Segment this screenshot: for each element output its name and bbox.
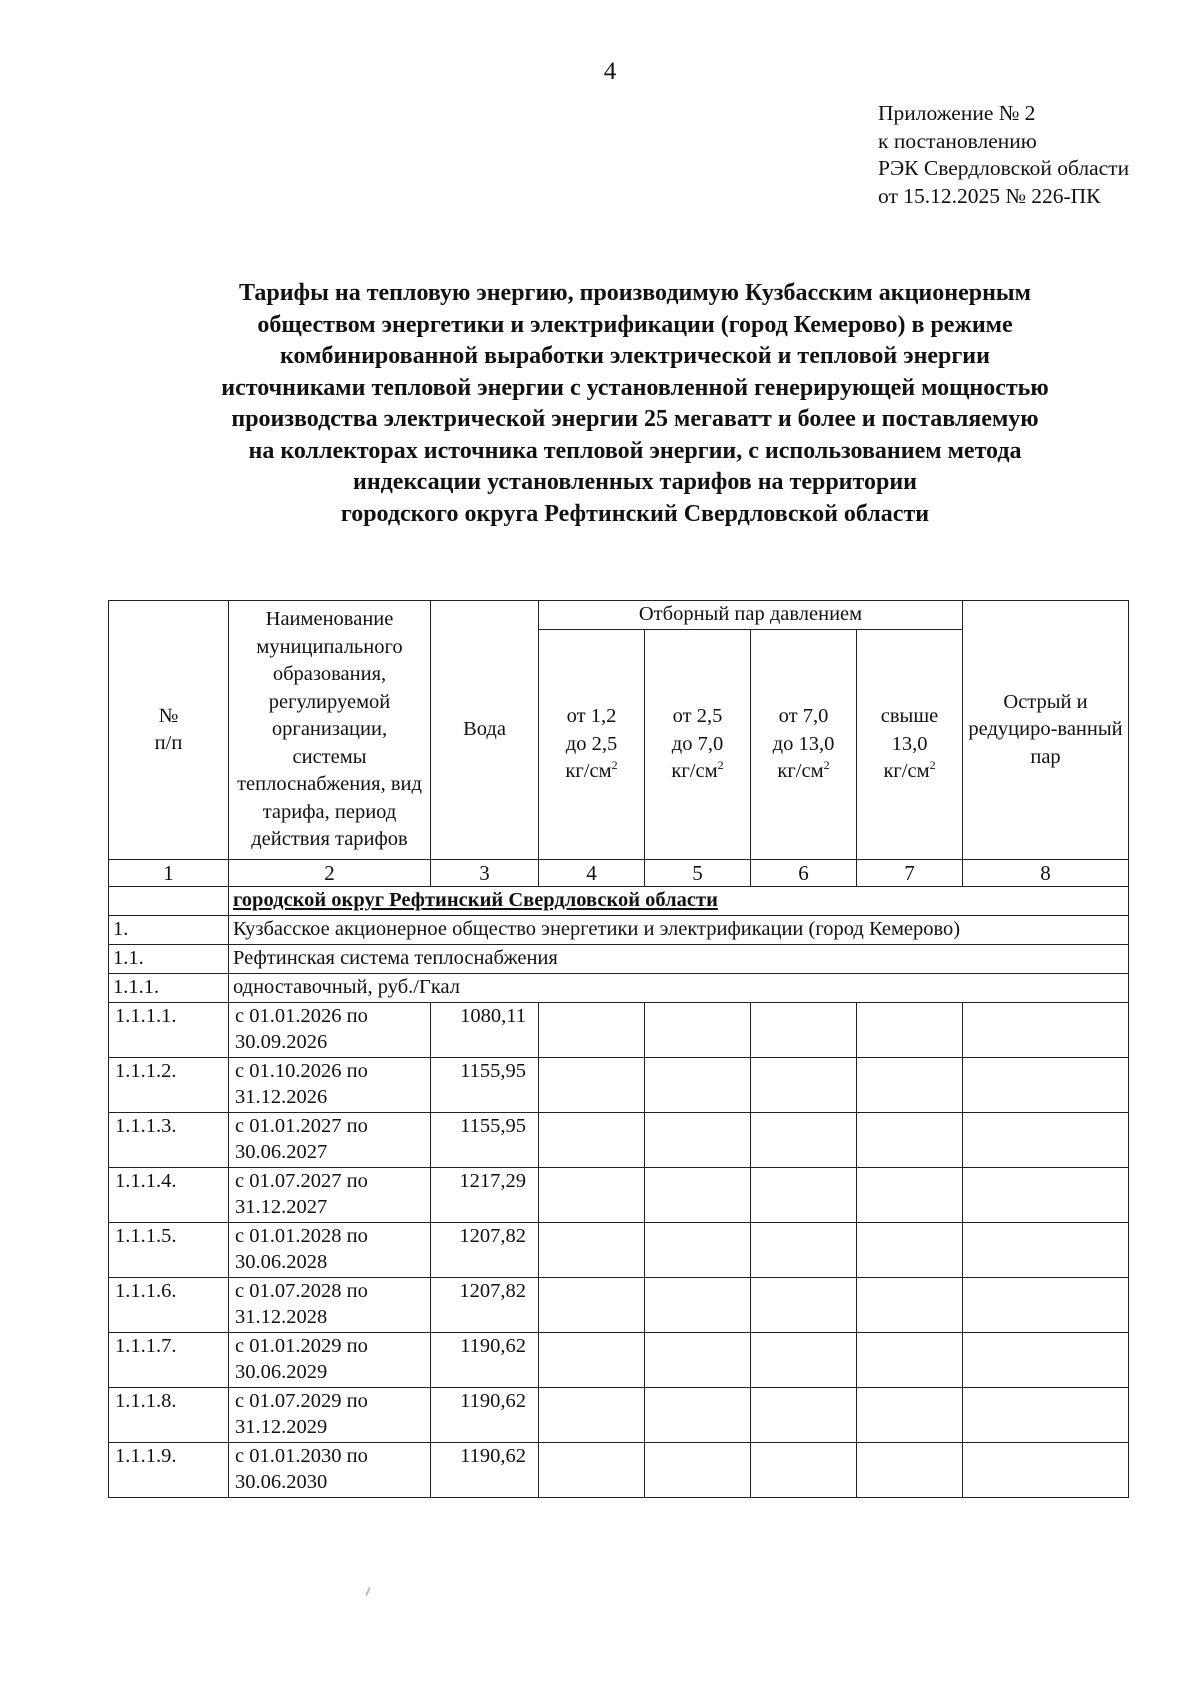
empty-cell [751,1278,857,1333]
period-start: с 01.07.2027 по [235,1170,368,1192]
table-row [109,1333,1129,1388]
row-period [229,1003,431,1058]
empty-cell [963,1223,1129,1278]
column-number: 2 [229,860,431,887]
row-water-value: 1207,82 [431,1278,539,1333]
row-water-value: 1217,29 [431,1168,539,1223]
empty-cell [539,1113,645,1168]
org-row [109,916,1129,945]
column-number: 6 [751,860,857,887]
header-sharp-steam: Острый и редуциро-ванный пар [963,601,1129,860]
period-start: с 01.10.2026 по [235,1060,368,1082]
column-number: 4 [539,860,645,887]
table-row [109,1003,1129,1058]
title-line: Тарифы на тепловую энергию, производимую Кузбасским акционерным [238,280,1032,306]
row-period [229,1443,431,1498]
tariff-type-code: 1.1.1. [109,974,229,1003]
header-pressure-3 [751,630,857,860]
empty-cell [645,1443,751,1498]
title-line: индексации установленных тарифов на территории [353,469,917,495]
period-start: с 01.07.2029 по [235,1390,368,1412]
title-line: обществом энергетики и электрификации (город Кемерово) в режиме [257,311,1013,338]
tariff-type-row [109,974,1129,1003]
document-title [130,278,1140,530]
row-period [229,1388,431,1443]
period-end: 31.12.2028 [235,1306,328,1328]
header-sup: 2 [717,758,724,773]
empty-cell [963,1168,1129,1223]
header-text: от 7,0 [778,705,829,728]
period-start: с 01.01.2027 по [235,1115,368,1137]
page-number: 4 [603,58,617,85]
column-number: 7 [857,860,963,887]
period-end: 30.09.2026 [235,1031,328,1053]
title-line: комбинированной выработки электрической и тепловой энергии [280,343,990,369]
empty-cell [539,1443,645,1498]
empty-cell [857,1278,963,1333]
row-water-value: 1155,95 [431,1058,539,1113]
period-end: 31.12.2029 [235,1416,328,1438]
row-water-value: 1190,62 [431,1333,539,1388]
empty-cell [857,1223,963,1278]
org-code: 1. [109,916,229,945]
title-line: на коллекторах источника тепловой энергии, с использованием метода [248,437,1022,464]
empty-cell [539,1278,645,1333]
header-sup: 2 [611,758,618,773]
row-period [229,1168,431,1223]
empty-cell [645,1168,751,1223]
period-end: 31.12.2027 [235,1196,328,1218]
row-code: 1.1.1.5. [109,1223,229,1278]
column-number: 1 [109,860,229,887]
empty-cell [751,1388,857,1443]
table-row [109,1278,1129,1333]
row-water-value: 1207,82 [431,1223,539,1278]
header-text: кг/см [565,760,612,783]
header-number [109,601,229,860]
empty-cell [751,1333,857,1388]
title-line: источниками тепловой энергии с установленной генерирующей мощностью [221,374,1049,401]
system-code: 1.1. [109,945,229,974]
header-steam-group: Отборный пар давлением [539,601,963,630]
empty-cell [963,1388,1129,1443]
header-text: свыше [880,705,939,728]
header-text: от 1,2 [566,705,617,728]
header-pressure-4 [857,630,963,860]
row-code: 1.1.1.1. [109,1003,229,1058]
table-row [109,1223,1129,1278]
header-pressure-2 [645,630,751,860]
empty-cell [645,1278,751,1333]
period-start: с 01.01.2026 по [235,1005,368,1027]
header-pressure-1 [539,630,645,860]
empty-cell [857,1388,963,1443]
row-code: 1.1.1.8. [109,1388,229,1443]
row-water-value: 1190,62 [431,1443,539,1498]
empty-cell [963,1443,1129,1498]
empty-cell [539,1168,645,1223]
empty-cell [751,1223,857,1278]
empty-cell [963,1113,1129,1168]
row-code: 1.1.1.4. [109,1168,229,1223]
empty-cell [539,1333,645,1388]
row-period [229,1113,431,1168]
empty-cell [539,1388,645,1443]
header-text: от 2,5 [672,705,723,728]
appendix-line: Приложение № 2 [878,101,1036,125]
row-water-value: 1080,11 [431,1003,539,1058]
title-line: городского округа Рефтинский Свердловской области [340,500,930,527]
appendix-line: РЭК Свердловской области [878,156,1130,180]
period-end: 30.06.2027 [235,1141,328,1163]
column-number: 3 [431,860,539,887]
empty-cell [645,1388,751,1443]
row-code: 1.1.1.6. [109,1278,229,1333]
header-text: до 13,0 [772,732,835,755]
empty-cell [857,1003,963,1058]
empty-cell [539,1058,645,1113]
section-label: городской округ Рефтинский Свердловской области [229,887,1129,916]
period-start: с 01.01.2030 по [235,1445,368,1467]
scan-speck [365,1587,371,1596]
empty-cell [751,1003,857,1058]
column-number: 8 [963,860,1129,887]
column-number: 5 [645,860,751,887]
row-water-value: 1155,95 [431,1113,539,1168]
table-row [109,1388,1129,1443]
row-code: 1.1.1.3. [109,1113,229,1168]
empty-cell [857,1333,963,1388]
appendix-reference [878,100,1129,210]
empty-cell [857,1168,963,1223]
empty-cell [645,1058,751,1113]
column-numbers-row [109,860,1129,887]
appendix-line: к постановлению [878,128,1037,153]
period-end: 30.06.2029 [235,1361,328,1383]
empty-cell [857,1113,963,1168]
row-code: 1.1.1.7. [109,1333,229,1388]
period-end: 30.06.2028 [235,1251,328,1273]
period-end: 31.12.2026 [235,1086,328,1108]
header-text: до 2,5 [565,732,618,755]
tariff-table [108,600,1129,1498]
tariff-type-label: одноставочный, руб./Гкал [229,974,1129,1003]
empty-cell [645,1333,751,1388]
row-period [229,1278,431,1333]
period-start: с 01.07.2028 по [235,1280,368,1302]
empty-cell [539,1003,645,1058]
table-row [109,1113,1129,1168]
empty-cell [751,1168,857,1223]
period-start: с 01.01.2028 по [235,1225,368,1247]
row-code: 1.1.1.2. [109,1058,229,1113]
header-text: кг/см [883,760,930,783]
header-text: кг/см [777,760,824,783]
table-row [109,1168,1129,1223]
empty-cell [751,1058,857,1113]
empty-cell [963,1333,1129,1388]
empty-cell [751,1443,857,1498]
header-text: до 7,0 [671,732,724,755]
system-row [109,945,1129,974]
system-label: Рефтинская система теплоснабжения [229,945,1129,974]
empty-cell [645,1223,751,1278]
period-start: с 01.01.2029 по [235,1335,368,1357]
header-row [109,601,1129,630]
header-water: Вода [431,601,539,860]
empty-cell [963,1058,1129,1113]
table-row [109,1058,1129,1113]
empty-cell [857,1443,963,1498]
empty-cell [539,1223,645,1278]
row-period [229,1223,431,1278]
header-sup: 2 [823,758,830,773]
empty-cell [645,1113,751,1168]
header-sup: 2 [929,758,936,773]
header-number-a: № [158,704,179,727]
empty-cell [645,1003,751,1058]
header-text: 13,0 [891,732,928,755]
row-period [229,1333,431,1388]
row-water-value: 1190,62 [431,1388,539,1443]
period-end: 30.06.2030 [235,1471,328,1493]
header-name: Наименование муниципального образования, регулируемой организации, системы теплоснабжения, вид тарифа, период действия тарифов [229,601,431,860]
row-period [229,1058,431,1113]
empty-cell [963,1003,1129,1058]
empty-cell [751,1113,857,1168]
section-code-cell [109,887,229,916]
appendix-line: от 15.12.2025 № 226-ПК [878,183,1101,208]
row-code: 1.1.1.9. [109,1443,229,1498]
org-label: Кузбасское акционерное общество энергетики и электрификации (город Кемерово) [229,916,1129,945]
header-text: кг/см [671,760,718,783]
table-row [109,1443,1129,1498]
header-number-b: п/п [154,732,183,754]
empty-cell [857,1058,963,1113]
title-line: производства электрической энергии 25 мегаватт и более и поставляемую [231,406,1039,432]
section-row [109,887,1129,916]
empty-cell [963,1278,1129,1333]
